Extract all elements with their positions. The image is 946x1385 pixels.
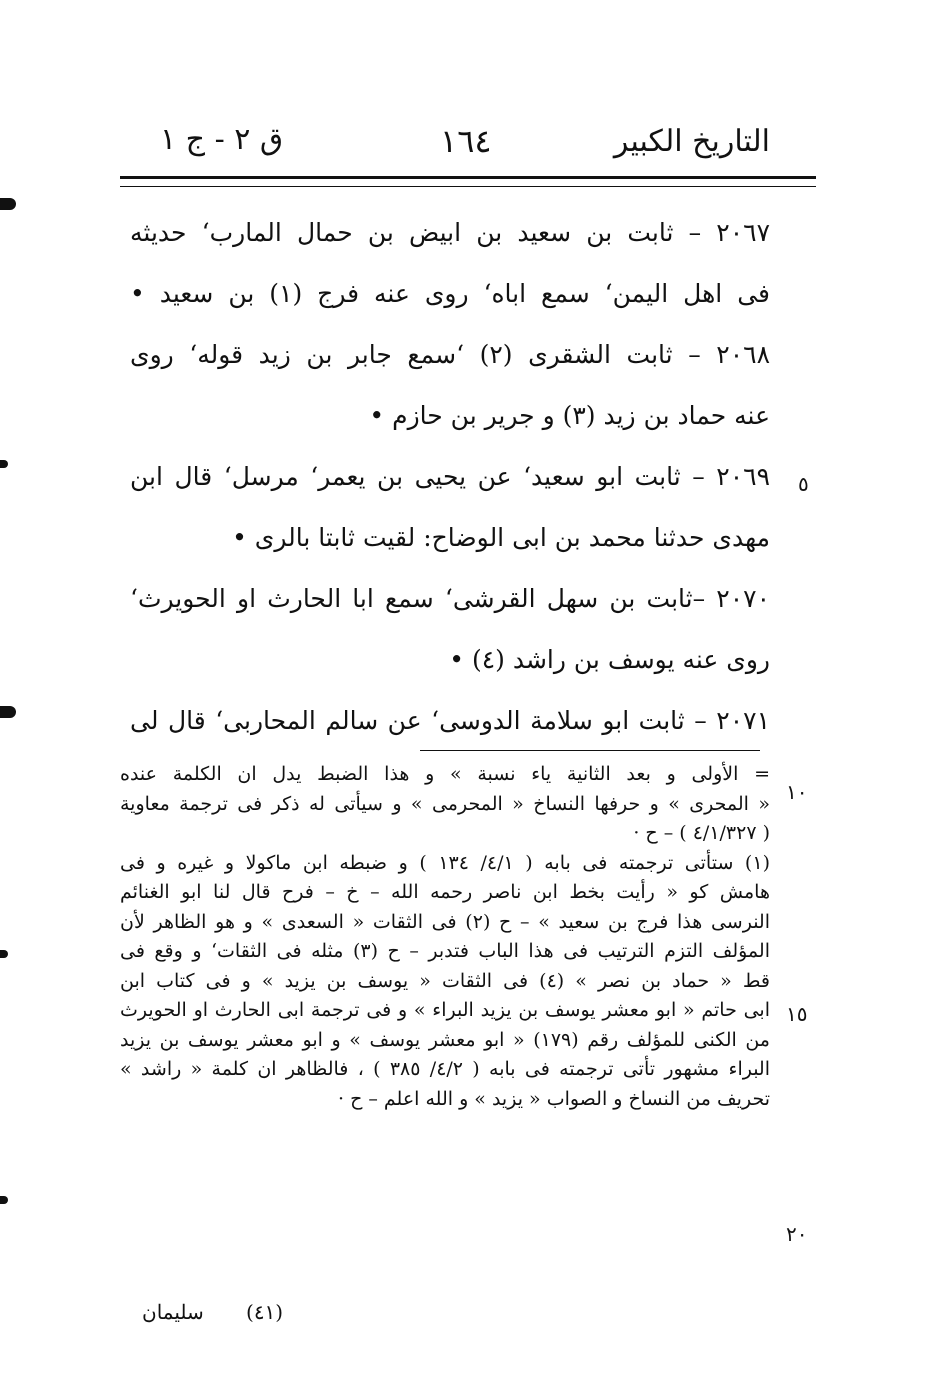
footnote-line: « المحرى » و حرفها النساخ « المحرمى » و سيأتى له ذكر فى ترجمة معاوية <box>120 792 770 815</box>
book-title: التاريخ الكبير <box>613 124 770 159</box>
footnote-line: قط « حماد بن نصر » (٤) فى الثقات « يوسف بن يزيد » و فى كتاب ابن <box>120 969 770 992</box>
line-number-20: ٢٠ <box>786 1222 808 1246</box>
footnote-line: = الأولى و بعد الثانية ياء نسبة » و هذا الضبط يدل ان الكلمة عنده <box>120 763 770 785</box>
footnote-line: من الكنى للمؤلف رقم (١٧٩) « ابو معشر يوسف » و ابو معشر يوسف بن يزيد <box>120 1028 770 1051</box>
sheet-signature: (٤١) <box>246 1300 284 1324</box>
part-volume-label: ق ٢ - ج ١ <box>160 122 284 157</box>
footnote-rule <box>420 750 760 751</box>
footnote-line: النرسى هذا فرج بن سعيد » – ح (٢) فى الثقات « السعدى » و هو الظاهر لأن <box>120 910 770 933</box>
line-number-10: ١٠ <box>786 780 808 804</box>
text-line: ٢٠٧٠ –ثابت بن سهل القرشى‘ سمع ابا الحارث او الحويرث‘ <box>130 584 770 613</box>
footnote-line: تحريف من النساخ و الصواب « يزيد » و الله اعلم – ح · <box>337 1087 770 1110</box>
main-text <box>130 202 770 751</box>
text-line: ٢٠٧١ – ثابت ابو سلامة الدوسى‘ عن سالم المحاربى‘ قال لى <box>130 706 770 735</box>
footnote-line: ( ٤/١/٣٢٧ ) – ح · <box>633 822 770 844</box>
footnote-line: البراء مشهور تأتى ترجمته فى بابه ( ٤/٢/ ٣٨٥ ) ، فالظاهر ان كلمة « راشد » <box>120 1058 770 1080</box>
footnote-line: ابى حاتم « ابو معشر يوسف بن يزيد البراء » و فى ترجمة ابى الحارث او الحويرث <box>120 999 770 1021</box>
page-number: ١٦٤ <box>440 122 492 160</box>
text-line: فى اهل اليمن‘ سمع اباه‘ روى عنه فرج (١) بن سعيد • <box>130 279 770 308</box>
line-number-15: ١٥ <box>786 1002 808 1026</box>
printer-name: سليمان <box>142 1300 204 1324</box>
text-line: مهدى حدثنا محمد بن ابى الوضاح: لقيت ثابتا بالرى • <box>232 523 770 552</box>
header-rule <box>120 176 816 179</box>
footnotes <box>120 760 770 1114</box>
margin-mark <box>0 950 8 958</box>
margin-mark <box>0 1196 8 1204</box>
margin-mark <box>0 706 16 718</box>
line-number-5: ٥ <box>798 472 809 496</box>
footnote-line: (١) ستأتى ترجمته فى بابه ( ٤/١/ ١٣٤ ) و ضبطه ابن ماكولا و غيره و فى <box>120 851 770 874</box>
running-header <box>120 118 820 174</box>
text-line: ٢٠٦٨ – ثابت الشقرى (٢) ‘سمع جابر بن زيد قوله‘ روى <box>130 340 770 369</box>
text-line: عنه حماد بن زيد (٣) و جرير بن حازم • <box>369 401 770 430</box>
header-rule-thin <box>120 186 816 187</box>
footnote-line: المؤلف التزم الترتيب فى هذا الباب فتدبر – ح (٣) مثله فى الثقات‘ و وقع فى <box>120 940 770 962</box>
margin-mark <box>0 198 16 210</box>
text-line: روى عنه يوسف بن راشد (٤) • <box>449 645 770 674</box>
text-line: ٢٠٦٩ – ثابت ابو سعيد‘ عن يحيى بن يعمر‘ مرسل‘ قال ابن <box>130 462 770 491</box>
footnote-line: هامش كو « رأيت بخط ابن ناصر رحمه الله – خ – فرح قال لنا ابو الغنائم <box>120 881 770 903</box>
margin-mark <box>0 460 8 468</box>
text-line: ٢٠٦٧ – ثابت بن سعيد بن ابيض بن حمال المارب‘ حديثه <box>130 218 770 247</box>
